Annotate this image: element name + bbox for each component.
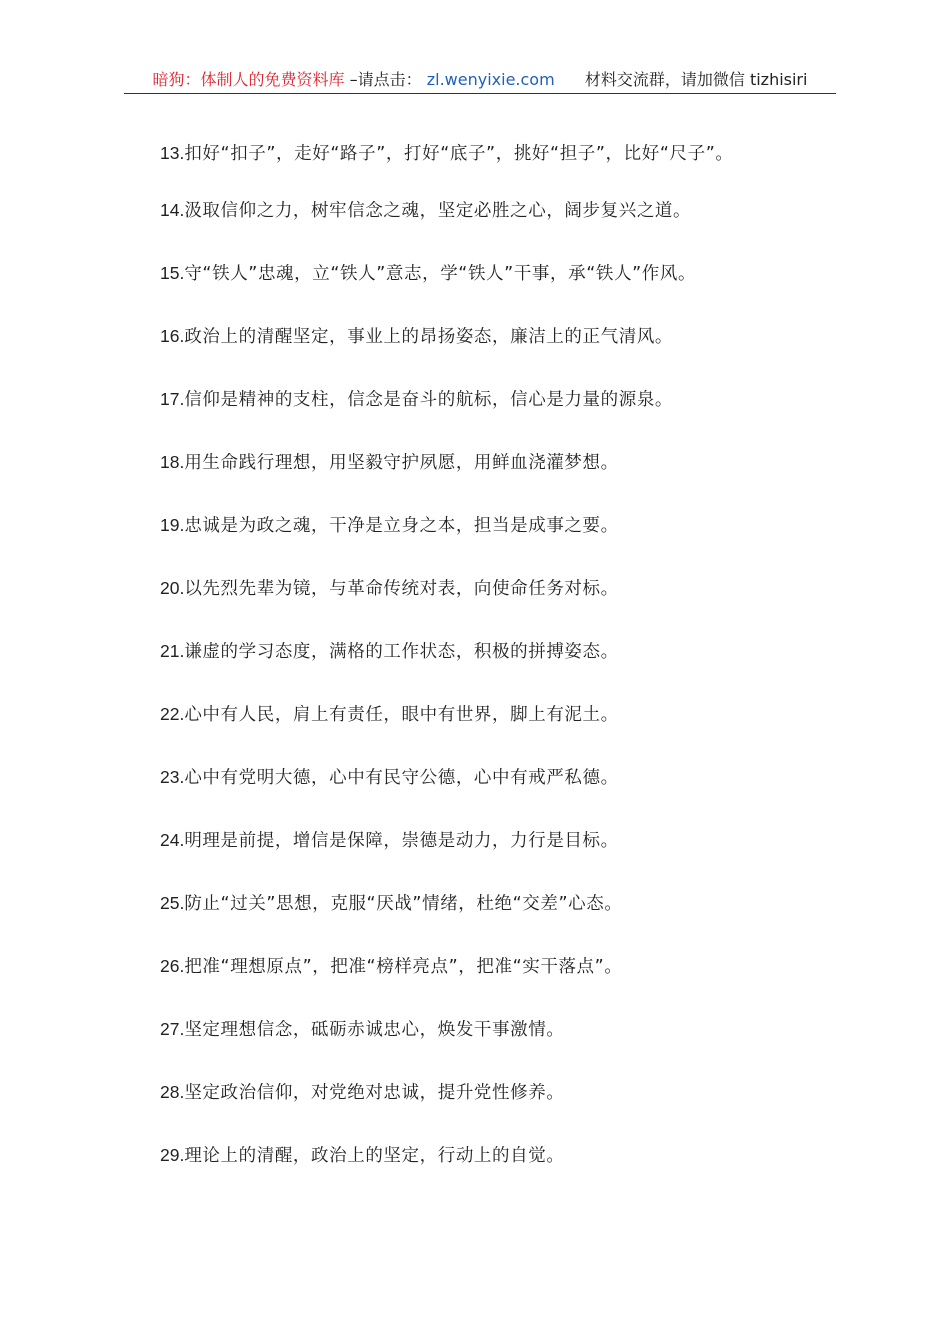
item-number: 25.: [160, 893, 185, 913]
document-body: [124, 128, 836, 1201]
header-prompt: –请点击：: [349, 70, 422, 89]
item-number: 23.: [160, 767, 185, 787]
item-text: 谦虚的学习态度，满格的工作状态，积极的拼搏姿态。: [184, 642, 619, 662]
item-text: 汲取信仰之力，树牢信念之魂，坚定必胜之心，阔步复兴之道。: [184, 201, 692, 221]
item-text: 明理是前提，增信是保障，崇德是动力，力行是目标。: [184, 831, 619, 851]
item-text: 以先烈先辈为镜，与革命传统对表，向使命任务对标。: [184, 579, 619, 599]
item-number: 19.: [160, 515, 185, 535]
item-text: 防止“过关”思想，克服“厌战”情绪，杜绝“交差”心态。: [184, 894, 623, 914]
list-item-15: [124, 256, 836, 291]
item-number: 27.: [160, 1019, 185, 1039]
list-item-21: [124, 634, 836, 669]
list-item-26: [124, 949, 836, 984]
item-text: 坚定理想信念，砥砺赤诚忠心，焕发干事激情。: [184, 1020, 565, 1040]
item-number: 16.: [160, 326, 185, 346]
list-item-23: [124, 760, 836, 795]
item-text: 信仰是精神的支柱，信念是奋斗的航标，信心是力量的源泉。: [184, 390, 674, 410]
list-item-14: [124, 193, 836, 228]
list-item-19: [124, 508, 836, 543]
list-item-25: [124, 886, 836, 921]
item-text: 把准“理想原点”，把准“榜样亮点”，把准“实干落点”。: [184, 957, 623, 977]
item-number: 14.: [160, 200, 185, 220]
list-item-17: [124, 382, 836, 417]
list-item-22: [124, 697, 836, 732]
list-item-13: [124, 128, 836, 179]
item-text: 政治上的清醒坚定，事业上的昂扬姿态，廉洁上的正气清风。: [184, 327, 674, 347]
header-url-link[interactable]: zl.wenyixie.com: [426, 70, 555, 89]
list-item-20: [124, 571, 836, 606]
list-item-29: [124, 1138, 836, 1173]
item-text: 心中有人民，肩上有责任，眼中有世界，脚上有泥土。: [184, 705, 619, 725]
header-contact: 材料交流群，请加微信 tizhisiri: [584, 70, 808, 89]
list-item-24: [124, 823, 836, 858]
item-text: 坚定政治信仰，对党绝对忠诚，提升党性修养。: [184, 1083, 565, 1103]
item-number: 29.: [160, 1145, 185, 1165]
item-number: 24.: [160, 830, 185, 850]
item-number: 15.: [160, 263, 185, 283]
item-number: 13.: [160, 143, 185, 163]
list-item-18: [124, 445, 836, 480]
item-number: 26.: [160, 956, 185, 976]
page-header: [124, 68, 836, 92]
item-number: 18.: [160, 452, 185, 472]
list-item-16: [124, 319, 836, 354]
item-text: 扣好“扣子”，走好“路子”，打好“底子”，挑好“担子”，比好“尺子”。: [184, 144, 734, 164]
item-number: 17.: [160, 389, 185, 409]
item-text: 守“铁人”忠魂，立“铁人”意志，学“铁人”干事，承“铁人”作风。: [184, 264, 697, 284]
item-text: 心中有党明大德，心中有民守公德，心中有戒严私德。: [184, 768, 619, 788]
item-text: 理论上的清醒，政治上的坚定，行动上的自觉。: [184, 1146, 565, 1166]
item-text: 用生命践行理想，用坚毅守护夙愿，用鲜血浇灌梦想。: [184, 453, 619, 473]
item-number: 20.: [160, 578, 185, 598]
item-number: 22.: [160, 704, 185, 724]
list-item-28: [124, 1075, 836, 1110]
item-text: 忠诚是为政之魂，干净是立身之本，担当是成事之要。: [184, 516, 619, 536]
item-number: 21.: [160, 641, 185, 661]
list-item-27: [124, 1012, 836, 1047]
header-divider: [124, 93, 836, 94]
item-number: 28.: [160, 1082, 185, 1102]
header-brand: 暗狗：体制人的免费资料库: [152, 70, 345, 89]
